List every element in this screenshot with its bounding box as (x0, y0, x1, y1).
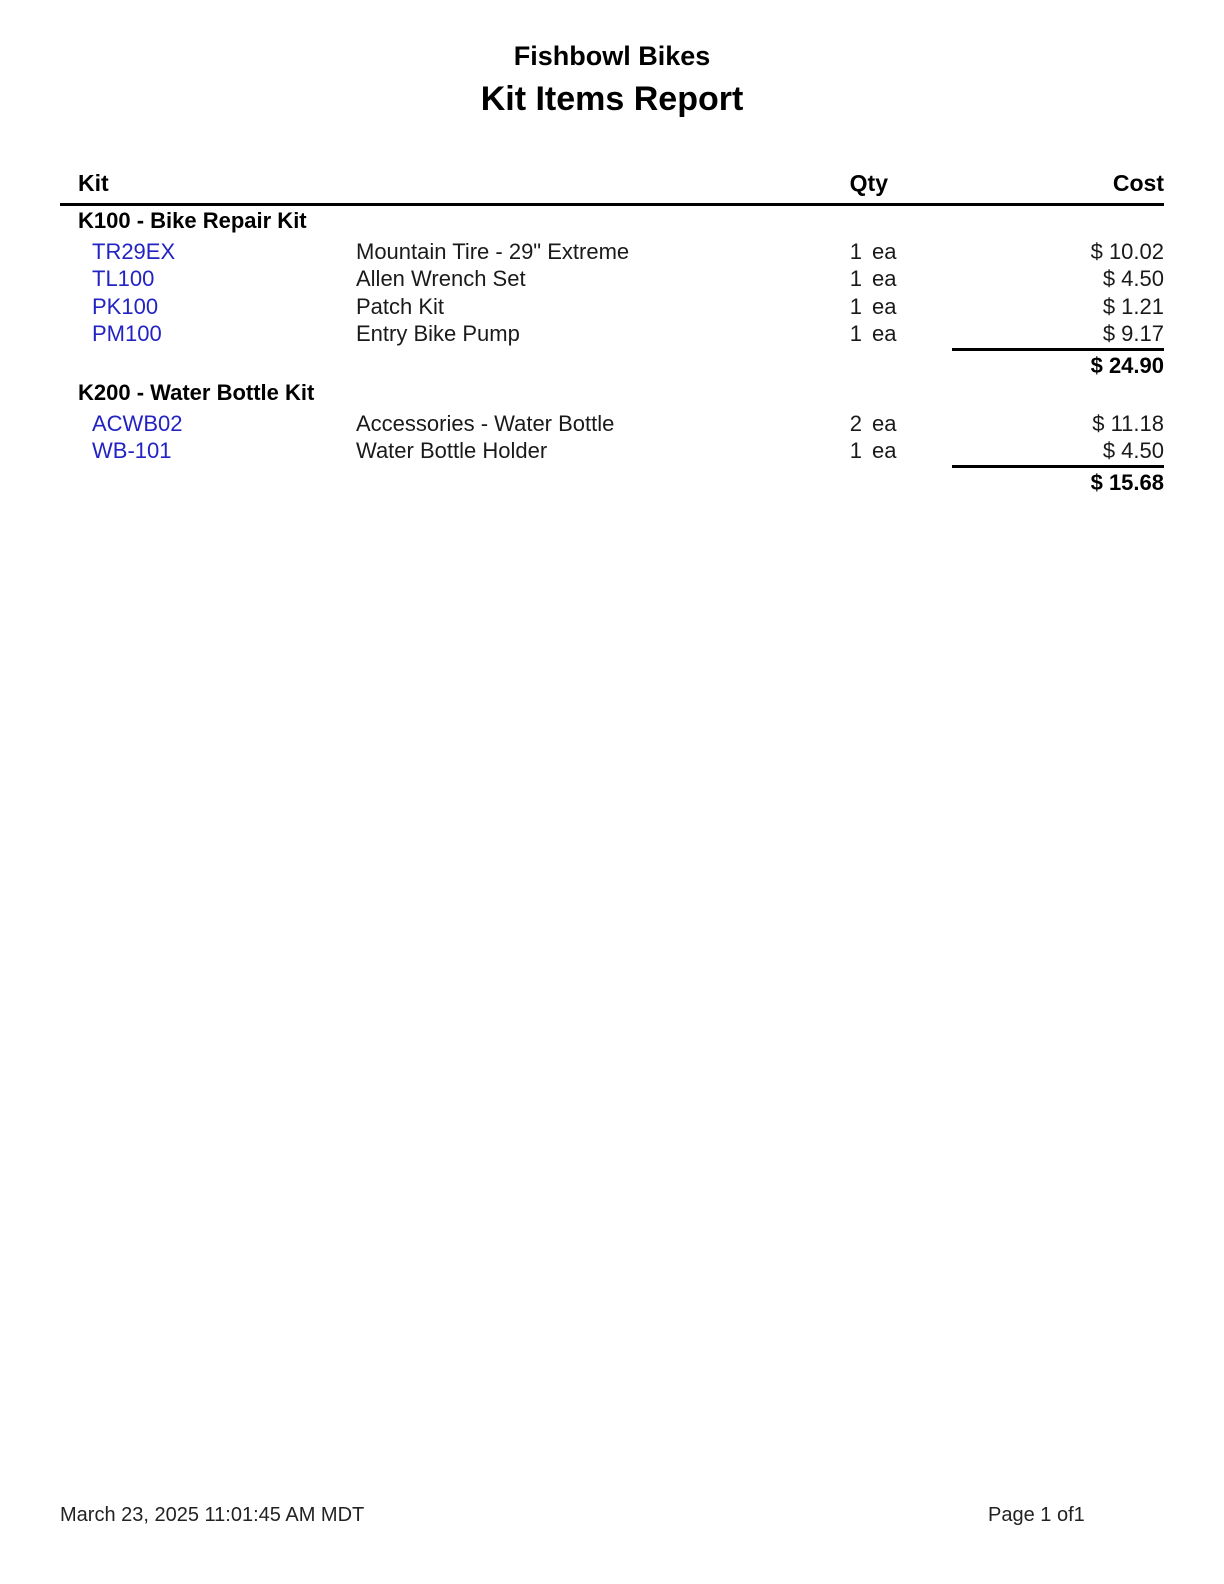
item-code-link[interactable]: ACWB02 (92, 410, 183, 436)
item-code-link[interactable]: WB-101 (92, 438, 172, 464)
item-description: Mountain Tire - 29" Extreme (356, 238, 630, 264)
kit-item-row (60, 293, 1164, 321)
kit-item-row (60, 410, 1164, 438)
item-qty: 1 (849, 266, 862, 292)
footer-timestamp: March 23, 2025 11:01:45 AM MDT (60, 1504, 365, 1526)
kit-item-row (60, 321, 1164, 349)
kit-group-header: K100 - Bike Repair Kit (78, 208, 307, 233)
item-code-link[interactable]: PM100 (92, 321, 162, 347)
column-header-cost: Cost (1112, 170, 1164, 196)
item-cost: $ 9.17 (1102, 321, 1164, 347)
item-qty: 1 (849, 238, 862, 264)
item-uom: ea (872, 410, 897, 436)
item-qty: 1 (849, 293, 862, 319)
kit-subtotal: $ 24.90 (952, 348, 1164, 378)
item-description: Allen Wrench Set (356, 266, 526, 292)
page-title: Kit Items Report (480, 79, 744, 118)
kit-item-row (60, 266, 1164, 294)
item-cost: $ 1.21 (1102, 293, 1164, 319)
kit-items-table (60, 170, 1164, 495)
item-uom: ea (872, 438, 897, 464)
item-uom: ea (872, 266, 897, 292)
item-uom: ea (872, 321, 897, 347)
item-cost: $ 10.02 (1090, 238, 1164, 264)
kit-subtotal-row (60, 348, 1164, 378)
item-cost: $ 11.18 (1092, 410, 1164, 436)
kit-subtotal-row (60, 465, 1164, 495)
table-header-row (60, 170, 1164, 206)
item-description: Accessories - Water Bottle (356, 410, 615, 436)
kit-subtotal: $ 15.68 (952, 465, 1164, 495)
kit-item-row (60, 238, 1164, 266)
item-code-link[interactable]: TR29EX (92, 238, 176, 264)
item-cost: $ 4.50 (1102, 266, 1164, 292)
item-code-link[interactable]: TL100 (92, 266, 155, 292)
item-description: Water Bottle Holder (356, 438, 548, 464)
footer-page-number: Page 1 of1 (988, 1504, 1085, 1526)
item-qty: 1 (849, 438, 862, 464)
column-header-kit: Kit (78, 170, 109, 196)
item-description: Patch Kit (356, 293, 445, 319)
kit-item-row (60, 438, 1164, 466)
item-description: Entry Bike Pump (356, 321, 520, 347)
column-header-qty: Qty (849, 170, 888, 196)
company-name: Fishbowl Bikes (513, 41, 711, 71)
report-header (0, 40, 1224, 120)
item-cost: $ 4.50 (1102, 438, 1164, 464)
kit-group-header: K200 - Water Bottle Kit (78, 380, 315, 405)
item-uom: ea (872, 293, 897, 319)
item-uom: ea (872, 238, 897, 264)
table-body (60, 206, 1164, 495)
item-qty: 2 (849, 410, 862, 436)
item-code-link[interactable]: PK100 (92, 293, 159, 319)
item-qty: 1 (849, 321, 862, 347)
